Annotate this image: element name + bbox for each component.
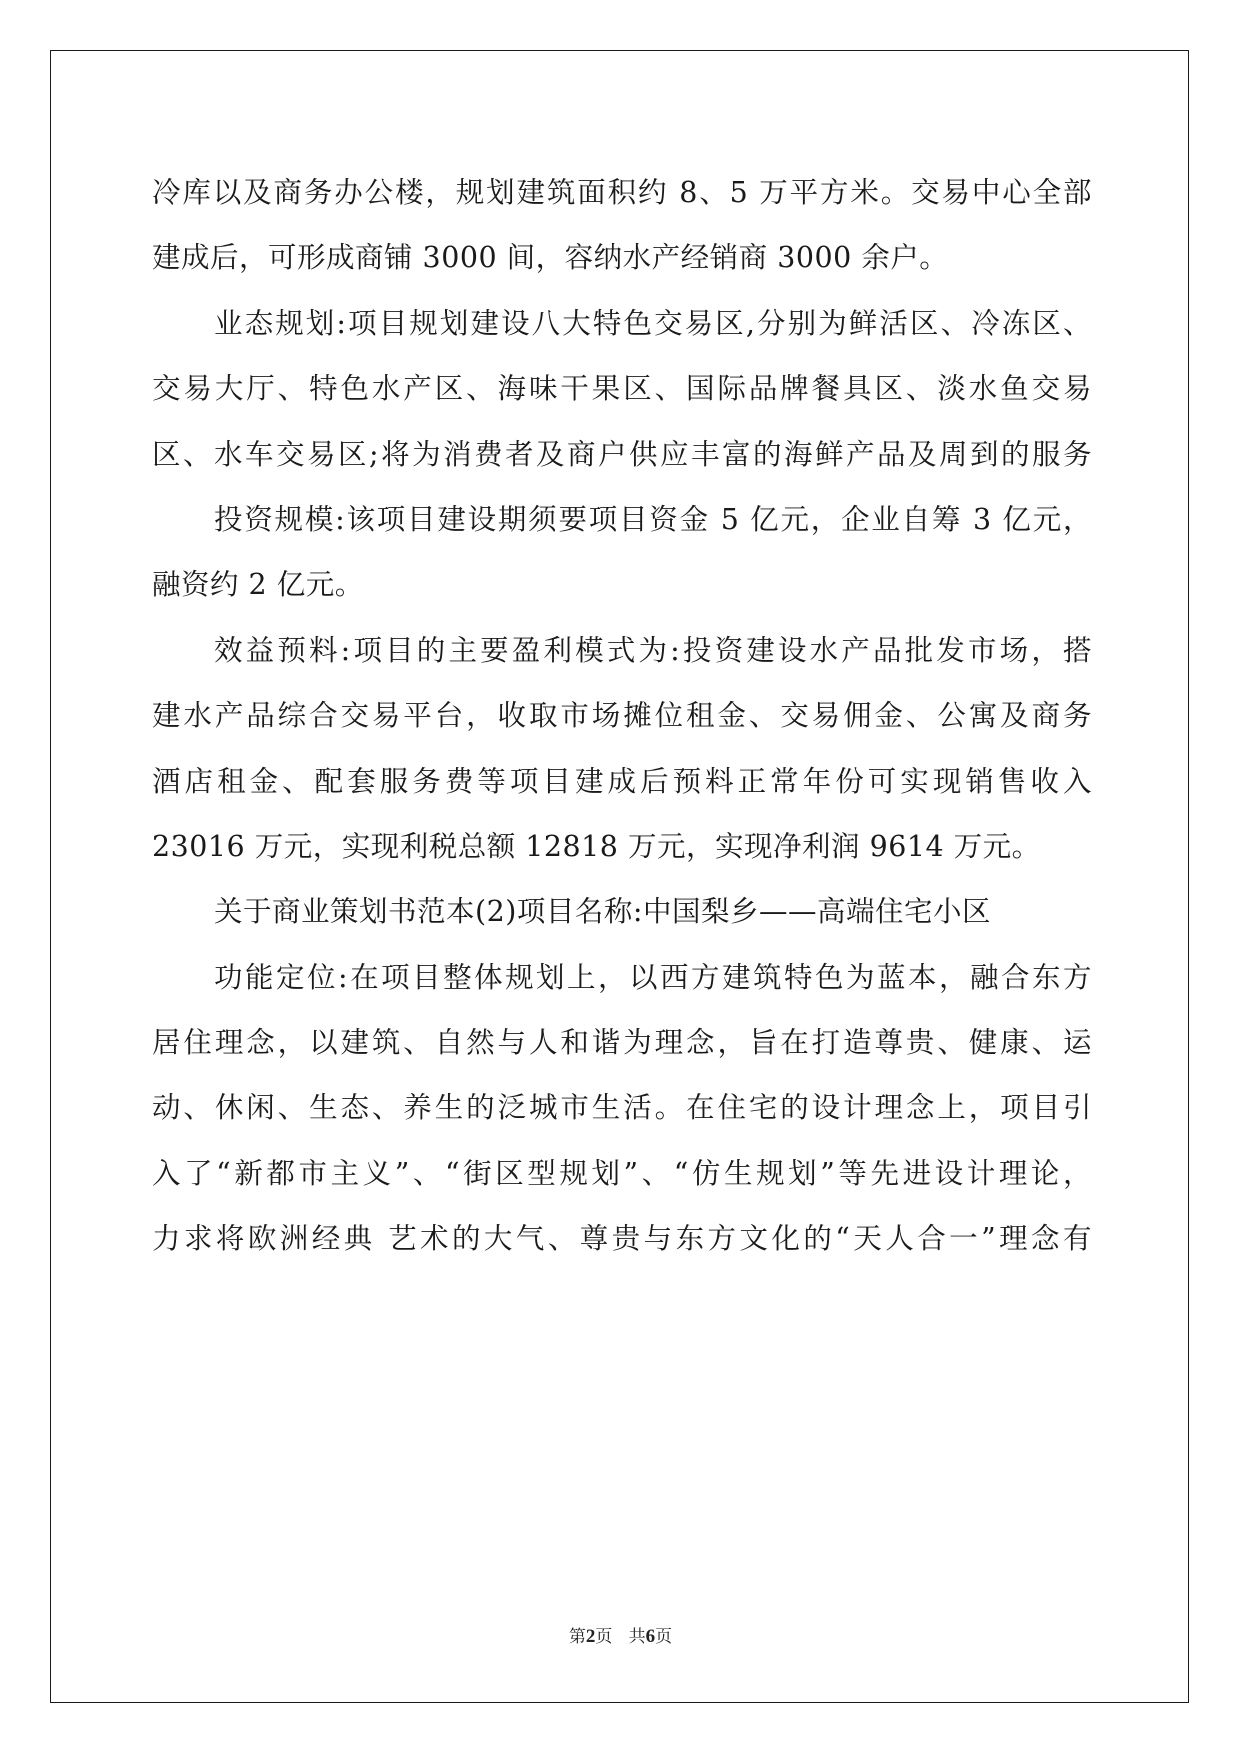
footer-suffix: 页 <box>655 1627 673 1647</box>
text-line: 23016 万元，实现利税总额 12818 万元，实现净利润 9614 万元。 <box>152 829 1041 863</box>
text-line: 建水产品综合交易平台，收取市场摊位租金、交易佣金、公寓及商务 <box>152 699 1092 733</box>
text-line: 入了“新都市主义”、“街区型规划”、“仿生规划”等先进设计理论， <box>152 1156 1092 1190</box>
footer-prefix: 第 <box>568 1627 586 1647</box>
text-line: 酒店租金、配套服务费等项目建成后预料正常年份可实现销售收入 <box>152 764 1092 798</box>
page-footer <box>0 1622 1241 1648</box>
text-line: 区、水车交易区;将为消费者及商户供应丰富的海鲜产品及周到的服务 <box>152 437 1092 471</box>
text-line: 动、休闲、生态、养生的泛城市生活。在住宅的设计理念上，项目引 <box>152 1091 1092 1125</box>
text-line: 融资约 2 亿元。 <box>152 568 364 602</box>
text-line: 交易大厅、特色水产区、海味干果区、国际品牌餐具区、淡水鱼交易 <box>152 372 1092 406</box>
footer-page-number: 2 <box>585 1626 596 1647</box>
text-line: 投资规模:该项目建设期须要项目资金 5 亿元，企业自筹 3 亿元， <box>214 502 1092 536</box>
document-body <box>152 160 1092 1272</box>
text-line: 功能定位:在项目整体规划上，以西方建筑特色为蓝本，融合东方 <box>214 960 1092 994</box>
footer-total-pages: 6 <box>645 1626 656 1647</box>
footer-mid: 页 共 <box>595 1627 646 1647</box>
text-line: 建成后，可形成商铺 3000 间，容纳水产经销商 3000 余户。 <box>152 241 949 275</box>
text-line: 业态规划:项目规划建设八大特色交易区,分别为鲜活区、冷冻区、 <box>214 306 1092 340</box>
text-line: 冷库以及商务办公楼，规划建筑面积约 8、5 万平方米。交易中心全部 <box>152 176 1092 209</box>
text-line: 居住理念，以建筑、自然与人和谐为理念，旨在打造尊贵、健康、运 <box>152 1026 1092 1060</box>
text-line: 关于商业策划书范本(2)项目名称:中国梨乡——高端住宅小区 <box>214 895 991 929</box>
text-line: 力求将欧洲经典 艺术的大气、尊贵与东方文化的“天人合一”理念有 <box>152 1222 1092 1256</box>
text-line: 效益预料:项目的主要盈利模式为:投资建设水产品批发市场，搭 <box>214 633 1092 667</box>
